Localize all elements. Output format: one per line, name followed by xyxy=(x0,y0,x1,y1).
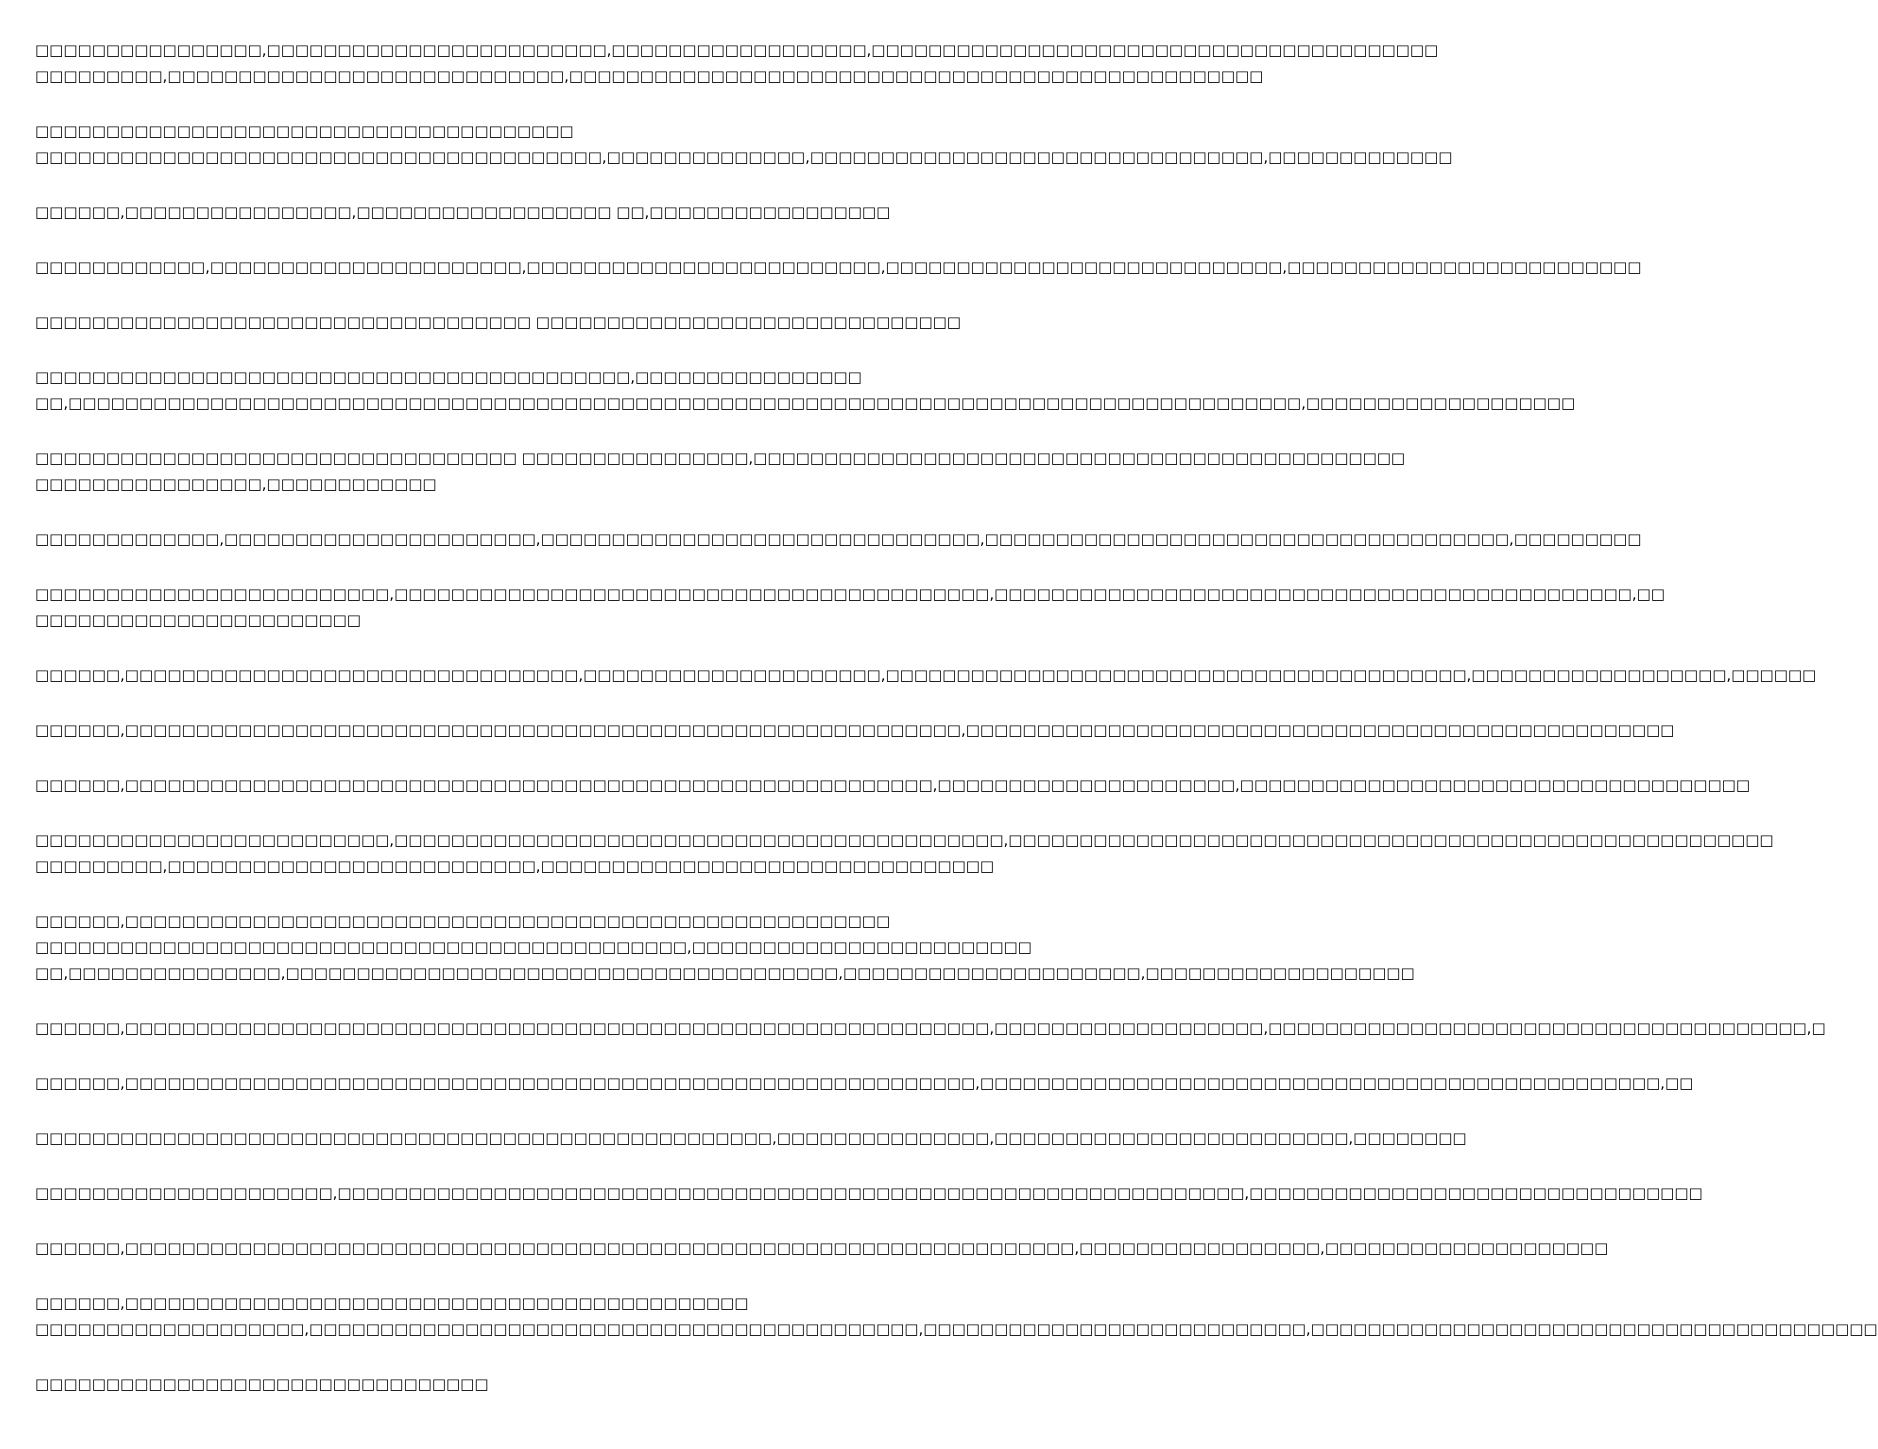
text-line: □□□□□□□□□□□□□□□□□□□□□□□□□□□□□□□□□□□□□□□□□□□□□□,□□□□□□□□□□□□□□□□□□□□□□□□ xyxy=(35,938,1032,956)
text-line: □□□□□□,□□□□□□□□□□□□□□□□□□□□□□□□□□□□□□□□□□□□□□□□□□□□□□□□□□□□□□□□□,□□□□□□□□□□□□□□□□□□□□□,□□□□□□□□□□□□□□□□□□□□□□□□□□□□□□□□□□□□ xyxy=(35,776,1750,794)
paragraph xyxy=(35,526,1642,552)
text-line: □□□□□□□□□□□□□□□□□□□□□□□□□□□□□□□□□□□□□□ xyxy=(35,122,574,140)
text-line: □□□□□□□□□□□□□□□□□□□□□□□□□□□□□□□□□□ □□□□□□□□□□□□□□□□,□□□□□□□□□□□□□□□□□□□□□□□□□□□□□□□□□□□□□□□□□□□□□□ xyxy=(35,449,1406,467)
paragraph xyxy=(35,1125,1467,1151)
paragraph xyxy=(35,827,1774,879)
text-line: □□□□□□□□□□□□□□□□□□□□□□□□□,□□□□□□□□□□□□□□□□□□□□□□□□□□□□□□□□□□□□□□□□□□□,□□□□□□□□□□□□□□□□□□□□□□□□□□□□□□□□□□□□□□□□□□□□□□□□□□□□□□ xyxy=(35,831,1774,849)
paragraph xyxy=(35,1070,1694,1096)
paragraph xyxy=(35,309,990,335)
text-line: □□□□□□□□□□□□□□□□□□□□□□□□□□□□□□□□□□□□□□□□□□,□□□□□□□□□□□□□□□□ xyxy=(35,368,862,386)
paragraph xyxy=(35,662,1817,688)
paragraph xyxy=(35,772,1750,798)
paragraph xyxy=(35,1015,1826,1041)
paragraph xyxy=(35,118,1453,170)
paragraph xyxy=(35,908,1415,986)
paragraph xyxy=(35,1235,1609,1261)
text-line: □□□□□□□□□□□□□□□□,□□□□□□□□□□□□□□□□□□□□□□□□,□□□□□□□□□□□□□□□□□□,□□□□□□□□□□□□□□□□□□□□□□□□□□□□□□□□□□□□□□□□ xyxy=(35,41,1439,59)
text-line: □□□□□□,□□□□□□□□□□□□□□□□□□□□□□□□□□□□□□□□□□□□□□□□□□□□□□□□□□□□□□□□□□□,□□□□□□□□□□□□□□□□□□□□□□□□□□□□□□□□□□□□□□□□□□□□□□□□□□ xyxy=(35,721,1675,739)
text-line: □□□□□□,□□□□□□□□□□□□□□□□□□□□□□□□□□□□□□□□□□□□□□□□□□□□□□□□□□□□□□□□□□□□,□□□□□□□□□□□□□□□□□□□□□□□□□□□□□□□□□□□□□□□□□□□□□□□□,□□ xyxy=(35,1074,1694,1092)
paragraph xyxy=(35,199,990,225)
text-line: □□□□□□□□□,□□□□□□□□□□□□□□□□□□□□□□□□□□□□,□□□□□□□□□□□□□□□□□□□□□□□□□□□□□□□□□□□□□□□□□□□□□□□□□ xyxy=(35,67,1264,85)
text-line: □□□□□□,□□□□□□□□□□□□□□□□,□□□□□□□□□□□□□□□□□□ □□,□□□□□□□□□□□□□□□□□ xyxy=(35,203,891,221)
text-line: □□□□□□□□□□□□□□□□□□□□□□□□□□□□□□□□□□□□□□□□□□□□□□□□□□□□,□□□□□□□□□□□□□□□,□□□□□□□□□□□□□□□□□□□□□□□□□,□□□□□□□□ xyxy=(35,1129,1467,1147)
text-line: □□□□□□□□□□□□□□□□□□□□□,□□□□□□□□□□□□□□□□□□□□□□□□□□□□□□□□□□□□□□□□□□□□□□□□□□□□□□□□□□□□□□□□,□□□□□□□□□□□□□□□□□□□□□□□□□□□□□□□□ xyxy=(35,1184,1703,1202)
text-line: □□□□□□□□□□□□□□□□□□□□□□□□□□□□□□□□ xyxy=(35,1375,489,1393)
text-line: □□□□□□□□□□□□,□□□□□□□□□□□□□□□□□□□□□□,□□□□□□□□□□□□□□□□□□□□□□□□□,□□□□□□□□□□□□□□□□□□□□□□□□□□□□,□□□□□□□□□□□□□□□□□□□□□□□□□ xyxy=(35,258,1642,276)
paragraph xyxy=(35,1290,1878,1342)
text-line: □□□□□□□□□□□□□□□□□□□□□□□□□□□□□□□□□□□ □□□□□□□□□□□□□□□□□□□□□□□□□□□□□□ xyxy=(35,313,961,331)
text-line: □□□□□□□□□□□□□□□□□□□□□□□ xyxy=(35,611,361,629)
document-body xyxy=(35,37,1878,1426)
text-line: □□□□□□□□□□□□□□□□,□□□□□□□□□□□□ xyxy=(35,475,437,493)
text-line: □□□□□□,□□□□□□□□□□□□□□□□□□□□□□□□□□□□□□□□□□□□□□□□□□□□□□□□□□□□□□□□□□□□□,□□□□□□□□□□□□□□□□□□□,□□□□□□□□□□□□□□□□□□□□□□□□□□□□□□□□□□□□□□,□ xyxy=(35,1019,1826,1037)
paragraph xyxy=(35,254,1642,280)
paragraph xyxy=(35,1180,1703,1206)
text-line: □□□□□□□□□,□□□□□□□□□□□□□□□□□□□□□□□□□□,□□□□□□□□□□□□□□□□□□□□□□□□□□□□□□□□ xyxy=(35,857,995,875)
text-line: □□□□□□□□□□□□□□□□□□□□□□□□□,□□□□□□□□□□□□□□□□□□□□□□□□□□□□□□□□□□□□□□□□□□,□□□□□□□□□□□□□□□□□□□□□□□□□□□□□□□□□□□□□□□□□□□□□,□□ xyxy=(35,585,1665,603)
text-line: □□□□□□,□□□□□□□□□□□□□□□□□□□□□□□□□□□□□□□□□□□□□□□□□□□□□□□□□□□□□□ xyxy=(35,912,891,930)
text-line: □□□□□□□□□□□□□□□□□□□□□□□□□□□□□□□□□□□□□□□□,□□□□□□□□□□□□□□,□□□□□□□□□□□□□□□□□□□□□□□□□□□□□□□□,□□□□□□□□□□□□□ xyxy=(35,148,1453,166)
paragraph xyxy=(35,1371,990,1397)
text-line: □□□□□□,□□□□□□□□□□□□□□□□□□□□□□□□□□□□□□□□□□□□□□□□□□□□ xyxy=(35,1294,749,1312)
text-line: □□□□□□□□□□□□□,□□□□□□□□□□□□□□□□□□□□□□,□□□□□□□□□□□□□□□□□□□□□□□□□□□□□□□,□□□□□□□□□□□□□□□□□□□□□□□□□□□□□□□□□□□□□,□□□□□□□□□ xyxy=(35,530,1642,548)
text-line: □□□□□□□□□□□□□□□□□□□,□□□□□□□□□□□□□□□□□□□□□□□□□□□□□□□□□□□□□□□□□□□,□□□□□□□□□□□□□□□□□□□□□□□□□□□,□□□□□□□□□□□□□□□□□□□□□□□□□□□□□□□□□□□□□□□□ xyxy=(35,1320,1878,1338)
paragraph xyxy=(35,717,1675,743)
text-line: □□□□□□,□□□□□□□□□□□□□□□□□□□□□□□□□□□□□□□□,□□□□□□□□□□□□□□□□□□□□□,□□□□□□□□□□□□□□□□□□□□□□□□□□□□□□□□□□□□□□□□□,□□□□□□□□□□□□□□□□□□,□□□□□□ xyxy=(35,666,1817,684)
paragraph xyxy=(35,37,1439,89)
text-line: □□,□□□□□□□□□□□□□□□,□□□□□□□□□□□□□□□□□□□□□□□□□□□□□□□□□□□□□□□,□□□□□□□□□□□□□□□□□□□□□,□□□□□□□□□□□□□□□□□□□ xyxy=(35,964,1415,982)
paragraph xyxy=(35,581,1665,633)
paragraph xyxy=(35,445,1406,497)
text-line: □□□□□□,□□□□□□□□□□□□□□□□□□□□□□□□□□□□□□□□□□□□□□□□□□□□□□□□□□□□□□□□□□□□□□□□□□□,□□□□□□□□□□□□□□□□□,□□□□□□□□□□□□□□□□□□□□ xyxy=(35,1239,1609,1257)
text-line: □□,□□□□□□□□□□□□□□□□□□□□□□□□□□□□□□□□□□□□□□□□□□□□□□□□□□□□□□□□□□□□□□□□□□□□□□□□□□□□□□□□□□□□□□□,□□□□□□□□□□□□□□□□□□□ xyxy=(35,394,1576,412)
paragraph xyxy=(35,364,1576,416)
